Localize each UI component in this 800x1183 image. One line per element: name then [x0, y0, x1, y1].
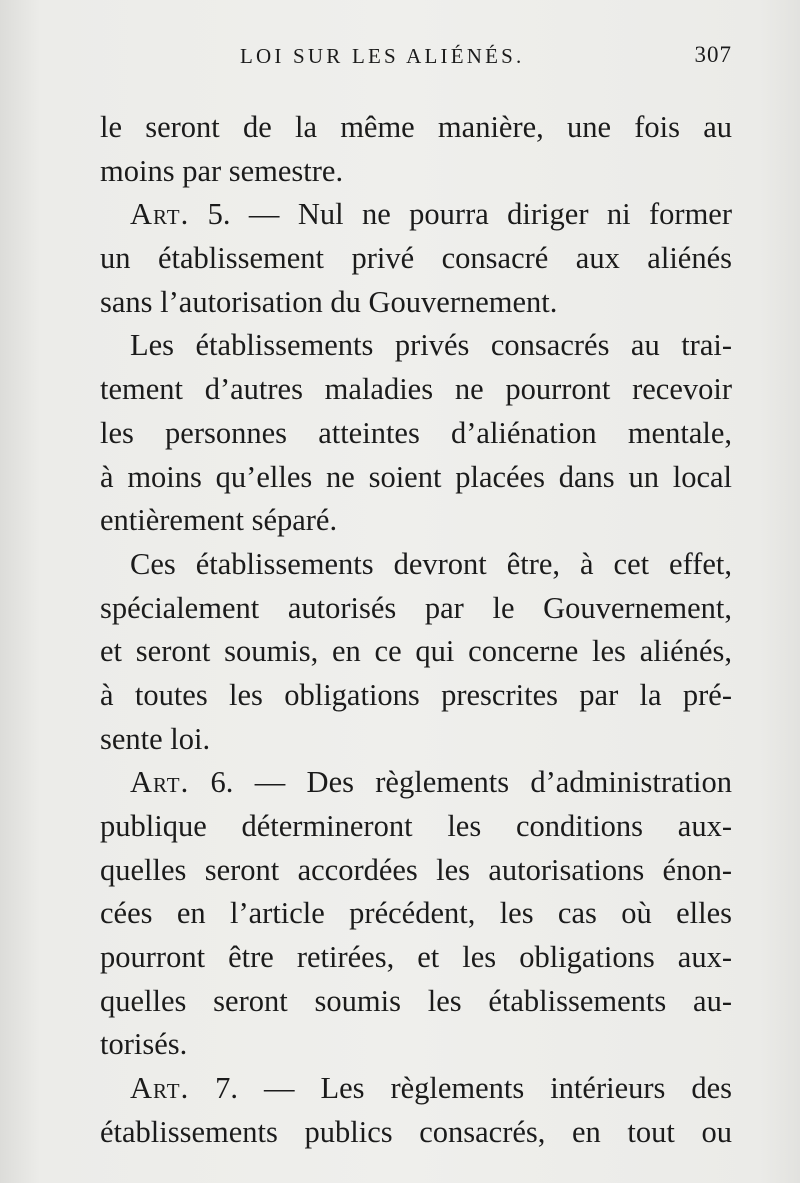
text-line: cées en l’article précédent, les cas où elles — [100, 896, 732, 931]
text-line: publique détermineront les conditions aux- — [100, 809, 732, 843]
text-line: entièrement séparé. — [100, 503, 338, 538]
text-segment: 5. — Nul ne pourra diriger ni former — [189, 197, 732, 232]
page-header — [100, 42, 732, 82]
text-line: Les établissements privés consacrés au trai- — [130, 328, 732, 363]
article-label: Art. — [130, 1071, 190, 1106]
article-6-heading-line — [100, 761, 732, 805]
running-title: LOI SUR LES ALIÉNÉS. — [240, 44, 525, 68]
text-line: moins par semestre. — [100, 153, 344, 188]
text-segment: 7. — Les règlements intérieurs des — [189, 1071, 732, 1106]
article-5-heading-line — [100, 193, 732, 237]
article-7-heading-line — [100, 1067, 732, 1111]
text-line: un établissement privé consacré aux aliénés — [100, 241, 732, 276]
text-line: spécialement autorisés par le Gouvernement, — [100, 590, 732, 625]
text-line: sans l’autorisation du Gouvernement. — [100, 284, 558, 319]
text-line: quelles seront accordées les autorisations énon- — [100, 852, 732, 887]
text-line: Ces établissements devront être, à cet effet, — [130, 546, 732, 581]
article-label: Art. — [130, 765, 190, 800]
body-text — [100, 106, 732, 1155]
text-line: à moins qu’elles ne soient placées dans un local — [100, 459, 732, 494]
text-line: et seront soumis, en ce qui concerne les aliénés, — [100, 634, 732, 669]
text-line: torisés. — [100, 1027, 188, 1062]
article-label: Art. — [130, 197, 190, 232]
text-line: à toutes les obligations prescrites par la pré- — [100, 677, 732, 712]
text-line: sente loi. — [100, 721, 211, 756]
text-line: établissements publics consacrés, en tout ou — [100, 1114, 732, 1149]
page-number: 307 — [694, 42, 732, 67]
text-line: les personnes atteintes d’aliénation mentale, — [100, 415, 732, 450]
text-segment: 6. — Des règlements d’administration — [189, 765, 732, 800]
text-line: quelles seront soumis les établissements au- — [100, 983, 732, 1018]
text-line: le seront de la même manière, une fois au — [100, 110, 732, 144]
text-line: pourront être retirées, et les obligations aux- — [100, 940, 732, 975]
text-line: tement d’autres maladies ne pourront recevoir — [100, 372, 732, 407]
